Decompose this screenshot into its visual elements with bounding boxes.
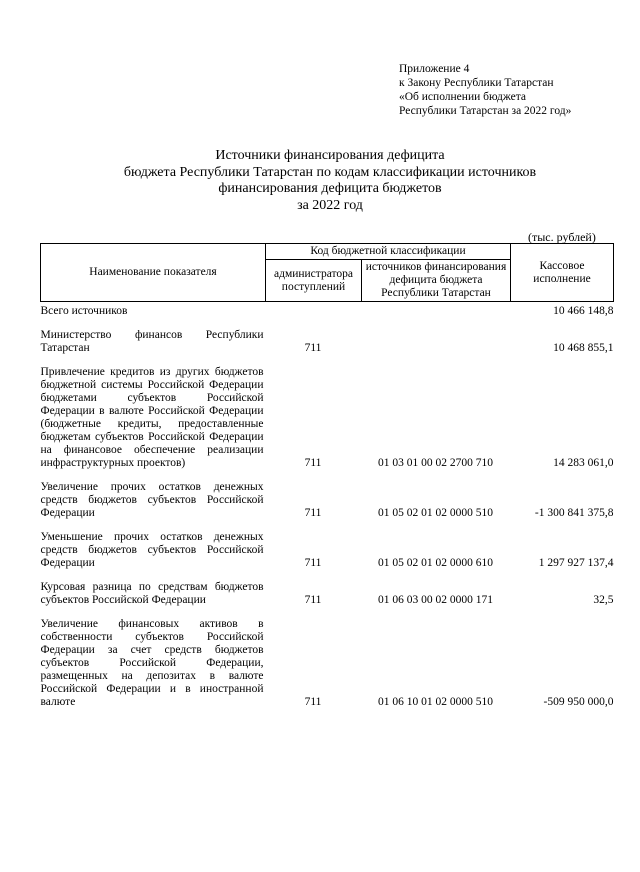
appendix-line: «Об исполнении бюджета <box>399 91 527 103</box>
row-admin-code: 711 <box>304 557 322 569</box>
title-line: финансирования дефицита бюджетов <box>218 181 442 196</box>
header-name: Наименование показателя <box>41 244 266 302</box>
title-line: Источники финансирования дефицита <box>215 148 445 163</box>
row-source-code: 01 06 03 00 02 0000 171 <box>378 594 493 606</box>
row-amount: 10 468 855,1 <box>553 342 614 354</box>
row-source-code: 01 05 02 01 02 0000 510 <box>378 507 493 519</box>
row-source-code <box>362 302 511 323</box>
row-source-code: 01 06 10 01 02 0000 510 <box>378 696 493 708</box>
table-row <box>41 322 614 359</box>
title-line: за 2022 год <box>297 197 363 213</box>
row-amount: -509 950 000,0 <box>543 696 614 708</box>
row-name: Привлечение кредитов из других бюджетов бюджетной системы Российской Федерации бюджетами субъектов Российской Федерации в валюте Российской Федерации (бюджетные кредиты, предоставленные бюджетам субъектов Российской Федерации на финансовое обеспечение реализации инфраструктурных проектов) <box>40 366 264 469</box>
appendix-line: Республики Татарстан за 2022 год» <box>399 105 572 117</box>
units-note: (тыс. рублей) <box>528 230 596 244</box>
title-line: бюджета Республики Татарстан по кодам классификации источников <box>123 164 537 180</box>
table-row <box>41 359 614 474</box>
row-admin-code: 711 <box>304 457 322 469</box>
table-header <box>41 244 614 302</box>
row-admin-code: 711 <box>304 507 322 519</box>
header-amount: Кассовое исполнение <box>511 244 614 302</box>
row-name: Курсовая разница по средствам бюджетов субъектов Российской Федерации <box>40 581 264 606</box>
row-name: Увеличение прочих остатков денежных средств бюджетов субъектов Российской Федерации <box>40 481 264 519</box>
row-source-code: 01 03 01 00 02 2700 710 <box>378 457 493 469</box>
table-body <box>41 302 614 714</box>
row-admin-code: 711 <box>304 342 322 354</box>
row-amount: 32,5 <box>593 594 614 606</box>
header-source-code: источников финансирования дефицита бюджета Республики Татарстан <box>362 260 511 302</box>
row-name: Увеличение финансовых активов в собственности субъектов Российской Федерации за счет средств бюджетов субъектов Российской Федерации, размещенных на депозитах в валюте Российской Федерации и в иностранной валюте <box>40 618 264 708</box>
row-admin-code <box>266 302 362 323</box>
table-row <box>41 524 614 574</box>
table-row <box>41 611 614 713</box>
row-amount: 1 297 927 137,4 <box>538 557 614 569</box>
sources-table <box>40 243 614 713</box>
appendix-note <box>399 62 571 118</box>
table-row <box>41 302 614 323</box>
row-amount: -1 300 841 375,8 <box>534 507 614 519</box>
row-admin-code: 711 <box>304 594 322 606</box>
appendix-line: Приложение 4 <box>399 63 470 75</box>
row-amount: 10 466 148,8 <box>553 305 614 317</box>
row-source-code: 01 05 02 01 02 0000 610 <box>378 557 493 569</box>
table-row <box>41 574 614 611</box>
row-admin-code: 711 <box>304 696 322 708</box>
header-administrator: администратора поступлений <box>266 260 362 302</box>
row-amount: 14 283 061,0 <box>553 457 614 469</box>
table-row <box>41 474 614 524</box>
appendix-line: к Закону Республики Татарстан <box>399 77 554 89</box>
row-name: Министерство финансов Республики Татарстан <box>40 329 264 354</box>
row-name: Уменьшение прочих остатков денежных средств бюджетов субъектов Российской Федерации <box>40 531 264 569</box>
row-source-code <box>362 322 511 359</box>
document-title <box>60 148 600 214</box>
row-name: Всего источников <box>40 305 128 317</box>
header-classification: Код бюджетной классификации <box>266 244 511 260</box>
